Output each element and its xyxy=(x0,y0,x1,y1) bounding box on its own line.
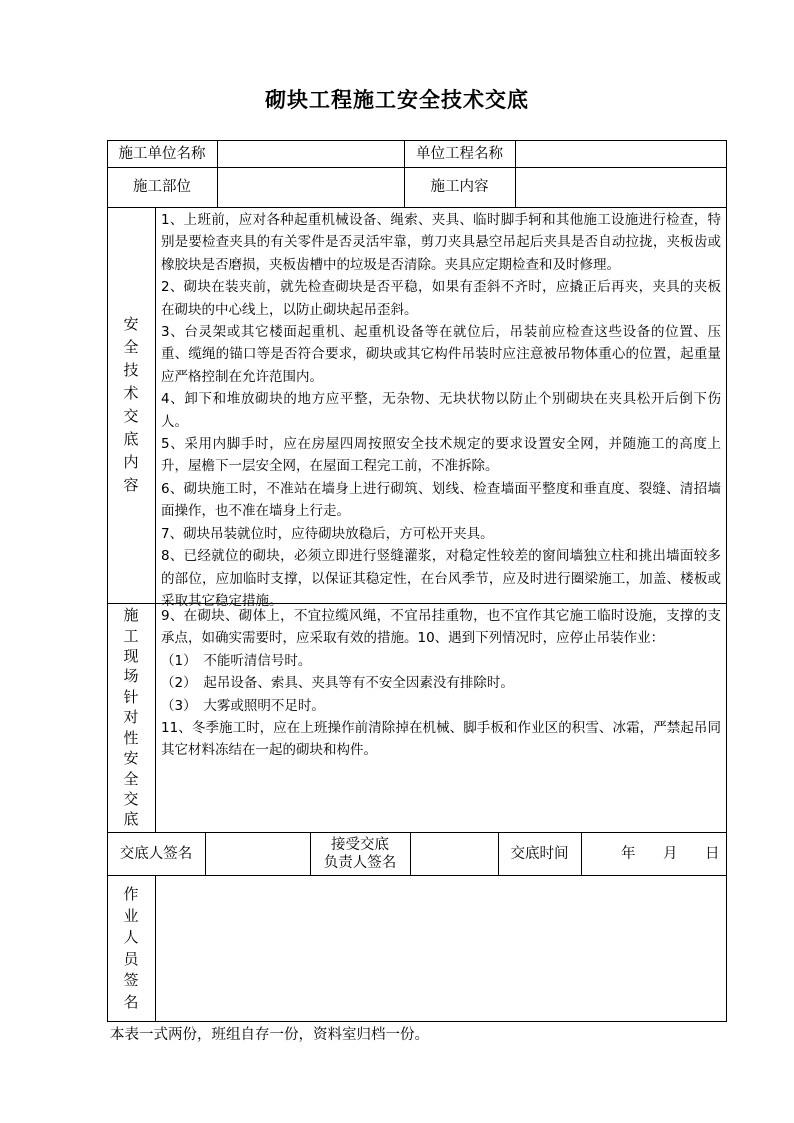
label-char: 底 xyxy=(123,810,139,829)
label-char: 性 xyxy=(123,728,139,747)
label-char: 场 xyxy=(123,667,139,686)
disclosure-item: 6、砌块施工时，不准站在墙身上进行砌筑、划线、检查墙面平整度和垂直度、裂缝、清招墙面操作，也不准在墙身上行走。 xyxy=(161,480,721,520)
construction-location-label: 施工部位 xyxy=(133,179,191,195)
site-specific-disclosure-content xyxy=(161,605,721,762)
disclosure-table xyxy=(107,140,727,1022)
label-char: 业 xyxy=(123,906,139,925)
label-char: 针 xyxy=(123,687,139,706)
disclosure-item: 3、台灵架或其它楼面起重机、起重机设备等在就位后，吊装前应检查这些设备的位置、压重、缆绳的锚口等是否符合要求，砌块或其它构件吊装时应注意被吊物体重心的位置，起重量应严格控制在允许范围内。 xyxy=(161,324,721,385)
label-char: 对 xyxy=(123,708,139,727)
safety-disclosure-content xyxy=(161,209,721,612)
disclosure-item: （3） 大雾或照明不足时。 xyxy=(161,697,325,714)
label-char: 名 xyxy=(123,992,139,1011)
disclosure-item: 1、上班前，应对各种起重机械设备、绳索、夹具、临时脚手轲和其他施工设施进行检查，特别是要检查夹具的有关零件是否灵活牢靠，剪刀夹具悬空吊起后夹具是否自动拉拢，夹板齿或橡胶块是否磨损，夹板齿槽中的垃圾是否清除。夹具应定期检查和及时修理。 xyxy=(161,212,721,273)
disclosure-item: 8、已经就位的砌块，必须立即进行竖缝灌浆，对稳定性较差的窗间墙独立柱和挑出墙面较多的部位，应加临时支撑，以保证其稳定性，在台风季节，应及时进行圈梁施工，加盖、楼板或采取其它稳定措施。 xyxy=(161,548,721,609)
construction-content-value[interactable] xyxy=(515,167,727,207)
unit-name-value[interactable] xyxy=(217,140,404,167)
safety-disclosure-label xyxy=(107,207,155,603)
year-label: 年 xyxy=(621,845,636,862)
label-char: 作 xyxy=(123,885,139,903)
disclosure-item: 9、在砌块、砌体上，不宜拉缆风绳，不宜吊挂重物，也不宜作其它施工临时设施，支撑的支承点，如确实需要时，应采取有效的措施。10、遇到下列情况时，应停止吊装作业： xyxy=(161,608,721,647)
disclosure-time-value[interactable] xyxy=(581,832,727,875)
disclosure-item: 7、砌块吊装就位时，应待砌块放稳后，方可松开夹具。 xyxy=(161,525,494,542)
receiver-signature-value[interactable] xyxy=(410,832,498,875)
month-label: 月 xyxy=(663,845,678,862)
receiver-label-line1: 接受交底 xyxy=(331,836,389,853)
label-char: 人 xyxy=(123,928,139,946)
discloser-signature-value[interactable] xyxy=(205,832,310,875)
label-char: 全 xyxy=(123,769,139,788)
label-char: 交 xyxy=(123,789,139,808)
footer-note: 本表一式两份，班组自存一份，资料室归档一份。 xyxy=(110,1027,429,1043)
label-char: 现 xyxy=(123,647,139,666)
disclosure-time-label: 交底时间 xyxy=(510,845,569,862)
page-title: 砌块工程施工安全技术交底 xyxy=(265,87,529,112)
worker-signatures-label xyxy=(107,875,155,1022)
day-label: 日 xyxy=(705,845,720,862)
disclosure-item: （2） 起吊设备、索具、夹具等有不安全因素没有排除时。 xyxy=(161,675,514,692)
disclosure-item: 5、采用内脚手时，应在房屋四周按照安全技术规定的要求设置安全网，并随施工的高度上升，屋檐下一层安全网，在屋面工程完工前，不准拆除。 xyxy=(161,436,721,475)
label-char: 签 xyxy=(123,971,139,989)
worker-signatures-value[interactable] xyxy=(155,875,727,1022)
label-char: 内 xyxy=(123,453,139,471)
disclosure-item: 11、冬季施工时，应在上班操作前清除掉在机械、脚手板和作业区的积雪、冰霜，严禁起吊同其它材料冻结在一起的砌块和构件。 xyxy=(161,720,721,759)
label-char: 底 xyxy=(123,430,139,448)
construction-location-value[interactable] xyxy=(217,167,404,207)
disclosure-item: （1） 不能听清信号时。 xyxy=(161,652,312,669)
label-char: 交 xyxy=(123,407,139,425)
construction-content-label: 施工内容 xyxy=(430,179,489,195)
label-char: 全 xyxy=(123,338,139,356)
label-char: 容 xyxy=(123,476,139,494)
receiver-signature-label xyxy=(310,832,410,875)
project-name-value[interactable] xyxy=(515,140,727,167)
receiver-label-line2: 负责人签名 xyxy=(323,854,397,871)
label-char: 工 xyxy=(123,626,139,645)
label-char: 安 xyxy=(123,749,139,768)
label-char: 技 xyxy=(123,361,139,379)
label-char: 术 xyxy=(123,384,139,402)
disclosure-item: 2、砌块在装夹前，就先检查砌块是否平稳，如果有歪斜不齐时，应撬正后再夹，夹具的夹板在砌块的中心线上，以防止砌块起吊歪斜。 xyxy=(161,279,721,318)
label-char: 安 xyxy=(123,315,139,333)
unit-name-label: 施工单位名称 xyxy=(118,145,206,162)
disclosure-item: 4、卸下和堆放砌块的地方应平整，无杂物、无块状物以防止个别砌块在夹具松开后倒下伤人。 xyxy=(161,391,721,430)
site-specific-disclosure-label xyxy=(107,603,155,832)
project-name-label: 单位工程名称 xyxy=(416,145,503,162)
label-char: 施 xyxy=(123,606,139,625)
discloser-signature-label: 交底人签名 xyxy=(119,845,193,862)
label-char: 员 xyxy=(123,949,139,968)
